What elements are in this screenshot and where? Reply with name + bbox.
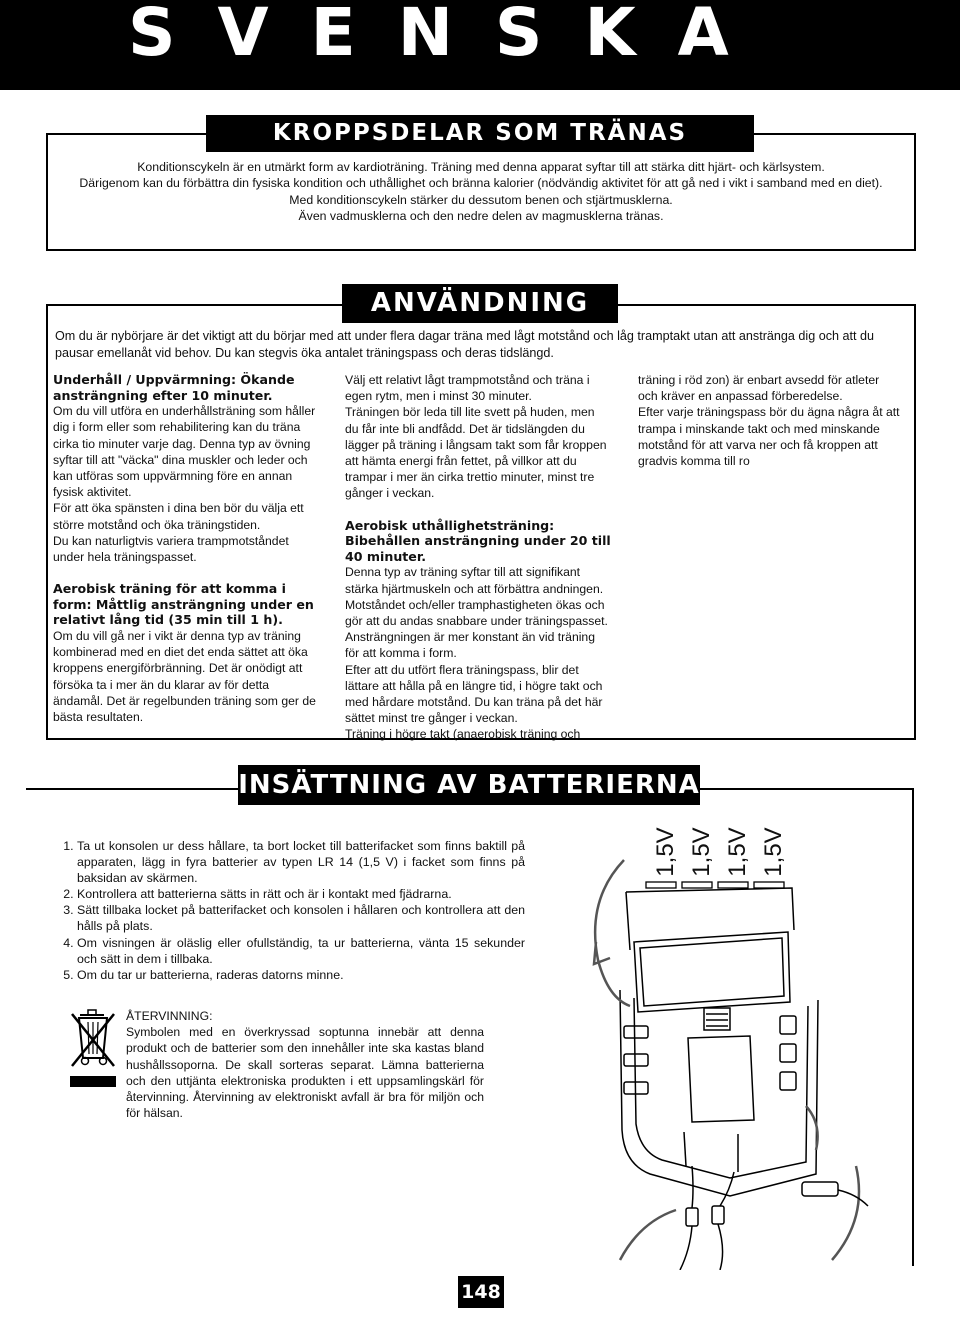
paragraph: Ansträngningen är mer konstant än vid träning för att komma i form. [345, 630, 595, 661]
paragraph: Om du vill utföra en underhållsträning som håller dig i form eller som rehabilitering kan du träna cirka tio minuter varje dag. Denna typ av övning syftar till att "väcka" dina muskler och leder och kan utföras som uppvärmning före en annan fysisk aktivitet. [53, 404, 316, 500]
paragraph: Efter att du utfört flera träningspass, blir det lättare att hålla på en längre tid, i högre takt och med hårdare motstånd. Du kan träna på det här sättet minst tre gånger i veckan. [345, 662, 603, 726]
recycling-title: ÅTERVINNING: [126, 1009, 213, 1023]
intro-line-2: Därigenom kan du förbättra din fysiska kondition och uthållighet och bränna kalorier (nödvändig aktivitet för att gå ned i vikt i samband med en diet). [79, 176, 883, 191]
step-item: 2. Kontrollera att batterierna sätts in rätt och är i kontakt med fjädrarna. [77, 886, 525, 902]
paragraph: Träningen bör leda till lite svett på huden, men du får inte bli andfådd. Det är tidslängden du lägger på träning i långsam takt som får kroppen att hämta energi från fettet, på villkor att du trampar i mer än cirka trettio minuter, minst tre gånger i veckan. [345, 405, 607, 501]
paragraph: Efter varje träningspass bör du ägna några åt att trampa i minskande takt och med minskande motstånd för att varva ner och få kroppen att gradvis komma till ro [638, 405, 900, 469]
section-title-usage: ANVÄNDNING [342, 284, 618, 323]
paragraph: Träning i högre takt (anaerobisk träning och [345, 727, 581, 742]
recycling-text: Symbolen med en överkryssad soptunna innebär att denna produkt och de batterier som den innehåller inte ska kastas bland hushållssoporna. De skall sorteras separat. Lämna batterierna och den uttjänta elektroniska produkten i ett uppsamlingskärl för återvinning. Återvinning av elektroniskt avfall är bra för miljön och för hälsan. [126, 1025, 484, 1121]
step-item: 3. Sätt tillbaka locket på batterifacket och konsolen i hållaren och kontrollera att den hålls på plats. [77, 902, 525, 934]
paragraph: Denna typ av träning syftar till att signifikant stärka hjärtmuskeln och att förbättra andningen. [345, 565, 604, 596]
paragraph: Motståndet och/eller tramphastigheten ökas och gör att du andas snabbare under träningspasset. [345, 597, 608, 629]
step-item: 1. Ta ut konsolen ur dess hållare, ta bort locket till batterifacket som finns baktill på apparaten, lägg in fyra batterier av typen LR 14 (1,5 V) i facket som finns på baksidan av skärmen. [77, 838, 525, 886]
top-banner [0, 0, 960, 90]
battery-steps [40, 838, 525, 983]
paragraph: träning i röd zon) är enbart avsedd för atleter och kräver en anpassad förberedelse. [638, 373, 880, 404]
battery-diagram [580, 830, 870, 1270]
step-item: 5. Om du tar ur batterierna, raderas datorns minne. [77, 967, 525, 983]
usage-column-1 [53, 372, 321, 725]
usage-intro: Om du är nybörjare är det viktigt att du börjar med att under flera dagar träna med lågt motstånd och låg tramptakt utan att anstränga dig och att du pausar emellanåt vid behov. Du kan stegvis öka antalet träningspass och deras tidslängd. [55, 329, 875, 360]
section-title-batteries: INSÄTTNING AV BATTERIERNA [238, 765, 700, 805]
paragraph: För att öka spänsten i dina ben bör du välja ett större motstånd och öka träningstiden. [53, 501, 304, 532]
battery-label: 1,5V [724, 827, 751, 877]
step-item: 4. Om visningen är oläslig eller ofullständig, ta ur batterierna, vänta 15 sekunder och sätt in dem i tillbaka. [77, 935, 525, 967]
heading-maintenance: Underhåll / Uppvärmning: Ökande ansträngning efter 10 minuter. [53, 372, 295, 403]
battery-label: 1,5V [652, 827, 679, 877]
paragraph: Om du vill gå ner i vikt är denna typ av träning kombinerad med en diet det enda sättet att öka kroppens energiförbränning. Det är onödigt att försöka ta i mer än du klarar av för detta ändamål. Det är regelbunden träning som ger de bästa resultaten. [53, 629, 316, 725]
page-number: 148 [458, 1276, 504, 1308]
recycling-notice [126, 1008, 484, 1121]
section-usage [46, 304, 916, 740]
crossed-bin-icon [66, 1008, 120, 1090]
heading-aerobic-fitness: Aerobisk träning för att komma i form: Måttlig ansträngning under en relativt lång tid (35 min till 1 h). [53, 581, 314, 628]
usage-column-2 [345, 372, 611, 743]
usage-column-3 [638, 372, 900, 469]
intro-line-1: Konditionscykeln är en utmärkt form av kardioträning. Träning med denna apparat syftar till att stärka ditt hjärt- och kärlsystem. [137, 160, 825, 174]
language-title: SVENSKA [128, 0, 771, 71]
intro-line-3: Med konditionscykeln stärker du dessutom benen och stjärtmusklerna. [289, 192, 673, 207]
recycling-symbol [66, 1008, 120, 1090]
paragraph: Välj ett relativt lågt trampmotstånd och träna i egen rytm, men i minst 30 minuter. [345, 373, 590, 404]
heading-aerobic-endurance: Aerobisk uthållighetsträning: Bibehållen ansträngning under 20 till 40 minuter. [345, 517, 611, 564]
console-illustration [580, 830, 870, 1270]
section-title-body-parts: KROPPSDELAR SOM TRÄNAS [206, 115, 754, 152]
intro-line-4: Även vadmusklerna och den nedre delen av magmusklerna tränas. [298, 209, 664, 224]
paragraph: Du kan naturligtvis variera trampmotståndet under hela träningspasset. [53, 533, 289, 565]
battery-label: 1,5V [688, 827, 715, 877]
battery-label: 1,5V [760, 827, 787, 877]
